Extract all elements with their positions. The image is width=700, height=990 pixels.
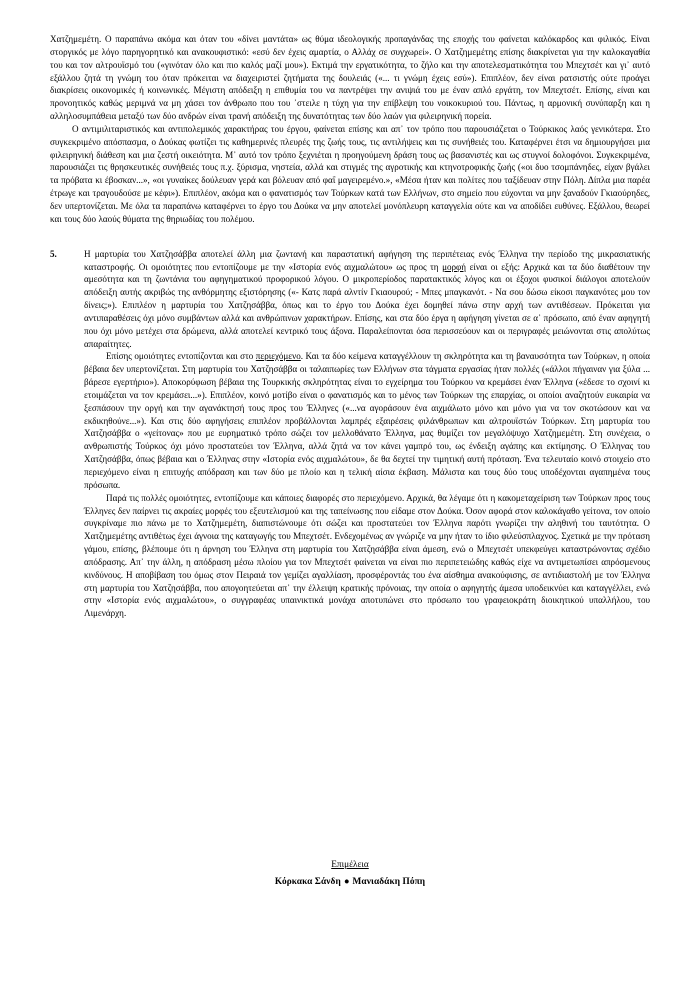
paragraph-content-part-b: . Και τα δύο κείμενα καταγγέλλουν τη σκληρότητα και τη βαναυσότητα των Τούρκων, η οποία βέβαια δεν υπερτονίζεται. Στη μαρτυρία του Χατζησάββα οι ταλαιπωρίες των Ελλήνων στα τάγματα εργασίας ήταν πολλές («άλλοι πήγαιναν για ξύλα ... βάρεσε εγερτήριο»). Αποκορύφωση βέβαια της Τουρκικής σκληρότητας είναι το εγχείρημα του Τούρκου να κρεμάσει έναν Έλληνα («έδεσε το σχοινί κι ετοιμάζεται να τον κρεμάσει...»). Επιπλέον, κοινό μοτίβο είναι ο φανατισμός και το μένος των Τούρκων της επαρχίας, οι οποίοι αναζητούν ευκαιρία να ξεσπάσουν την οργή και την αγανάκτησή τους προς του Έλληνες («...να αγοράσουν ένα αιχμάλωτο μόνο και μόνο για να τον σκοτώσουν και να εκδικηθούνε...»). Και στις δύο αφηγήσεις επιπλέον προβάλλονται λαμπρές εξαιρέσεις φιλάνθρωπων και αλτρουϊστών Τούρκων. Στη μαρτυρία του Χατζησάββα ο «γείτονας» που με ευρηματικό τρόπο σώζει τον μελλοθάνατο Έλληνα, μας θυμίζει τον μεγαλόψυχο Χατζημεμέτη. Στη συνέχεια, ο ανθρωπιστής Τούρκος όχι μόνο προστατεύει τον Έλληνα, αλλά ζητά να τον κάνει γαμπρό του, ως ένδειξη αγάπης και εκτίμησης. Ο Έλληνας του Χατζησάββα, όπως βέβαια και ο Έλληνας στην «Ιστορία ενός αιχμαλώτου», δε θα δεχτεί την τιμητική αυτή πρόταση. Ένα τελευταίο κοινό στοιχείο στο περιεχόμενο είναι η επιτυχής απόδραση και των δύο με πλοίο και η τελική αίσια έκβαση. Μάλιστα και τους δύο τους υποδέχονται αγαπημένα τους πρόσωπα. [84, 351, 650, 490]
underlined-term-morphi: μορφή [442, 261, 467, 272]
colophon-editors [0, 875, 700, 890]
paragraph-antimilitarist: Ο αντιμιλιταριστικός και αντιπολεμικός χαρακτήρας του έργου, φαίνεται επίσης και απ᾿ τον τρόπο που παρουσιάζεται ο Τούρκικος λαός γενικότερα. Στο συγκεκριμένο απόσπασμα, ο Δούκας φωτίζει τις καθημερινές πλευρές της ζωής τους, τις αντιλήψεις και τις συνήθειές του. Καταφέρνει έτσι να δημιουργήσει μια φιλειρηνική διάθεση και μια ζεστή οικειότητα. Μ᾿ αυτό τον τρόπο ξεχνιέται η προηγούμενη δράση τους ως βασανιστές και ως στυγνοί δολοφόνοι. Συγκεκριμένα, παρουσιάζει τις θρησκευτικές συνήθειές τους π.χ. ξύρισμα, νηστεία, αλλά και στιγμές της αγροτικής και κτηνοτροφικής ζωής («οι δυο τσομπάνηδες, είχαν βγάλει τα πρόβατα κι έβοσκαν...», «οι γυναίκες δούλευαν γερά και βόλευαν από φαΐ μαγειρεμένο.», «Μέσα ήταν και πολίτες που ταξίδευαν στην Πόλη. Δίπλα μια παρέα έτρωγε και τραγουδούσε με κέφι»). Επιπλέον, ακόμα και ο φανατισμός των Τούρκων κατά των Ελλήνων, στο σημείο που εύχονται να μην ξαναδούν Γκιαούρηδες, δεν υπερτονίζεται. Με όλα τα παραπάνω καταφέρνει το έργο του Δούκα να μην αποτελεί μονόπλευρη καταγγελία ούτε και να αποδίδει ευθύνες. Εξάλλου, θεωρεί και τους δύο λαούς θύματα της θηριωδίας του πολέμου. [50, 123, 650, 224]
paragraph-form-part-b: είναι οι εξής: Αρχικά και τα δύο διαθέτουν την αμεσότητα και τη ζωντάνια του αφηγηματικού προφορικού λόγου. Ο μικροπερίοδος παρατακτικός λόγος και οι έξοχοι φυσικοί διάλογοι αποτελούν απόδειξη αυτής ακριβώς της ανθόρμητης εξιστόρησης («- Κατς παρά αλντίν Γκιαουρού; - Μπες μπαγκανότ. - Να σου δώσω είκοσι παγκανότες μου τον δίνεις;»). Επιπλέον η μαρτυρία του Χατζησάββα, όπως και το έργο του Δούκα έχει δομηθεί πάνω στην αρχή των αντιθέσεων. Πρόκειται για αντιπαραθέσεις όχι μόνο συμβάντων αλλά και ανθρώπινων χαρακτήρων. Επίσης, και στα δύο έργα η αφήγηση γίνεται σε α᾿ πρόσωπο, από έναν αφηγητή που όχι μόνο μετέχει στα δρώμενα, αλλά αποτελεί κεντρικό τους άξονα. Παραλείπονται όσα περισσεύουν και οι περιγραφές μειώνονται στις απολύτως απαραίτητες. [84, 261, 651, 349]
numbered-section-body [84, 248, 650, 620]
numbered-section-5 [50, 248, 650, 620]
paragraph-form-part-a: Η μαρτυρία του Χατζησάββα αποτελεί άλλη μια ζωντανή και παραστατική αφήγηση της περιπέτειας ενός Έλληνα την περίοδο της μικρασιατικής καταστροφής. Οι ομοιότητες που εντοπίζουμε με την «Ιστορία ενός αιχμαλώτου» ως προς τη [84, 248, 650, 272]
paragraph-content-similarities [84, 350, 650, 491]
editor-name-first: Κόρκακα Σάνδη [274, 877, 341, 887]
paragraph-form-similarities [84, 248, 650, 351]
list-number: 5. [50, 248, 57, 259]
document-body [50, 33, 650, 620]
colophon [0, 858, 700, 890]
underlined-term-periechomeno: περιεχόμενο [255, 351, 301, 362]
editor-name-second: Μανιαδάκη Πόπη [352, 877, 426, 887]
paragraph-content-part-a: Επίσης ομοιότητες εντοπίζονται και στο [106, 351, 256, 362]
paragraph-intro: Χατζημεμέτη. Ο παραπάνω ακόμα και όταν του «δίνει μαντάτα» ως θύμα ιδεολογικής προπαγάνδας της εποχής του φαίνεται καλόκαρδος και φιλικός. Είναι στοργικός με λόγο παρηγορητικό και ανακουφιστικό: «εσύ δεν έχεις αμαρτία, ο Αλλάχ σε συγχωρεί». Ο Χατζημεμέτης επίσης διακρίνεται για την καλοκαγαθία του και τον αλτρουϊσμό του («γινόταν όλο και πιο καλός μαζί μου»). Εκτιμά την εργατικότητα, το ζήλο και την αποτελεσματικότητα του Μπεχτσέτ και γι᾿ αυτό εξάλλου ζητά τη γνώμη του όταν πρόκειται να διαχειριστεί ζητήματα της δουλειάς («... τι γνώμη έχεις εσύ»). Επιπλέον, δεν είναι ρατσιστής ούτε προάγει διακρίσεις οικονομικές ή κοινωνικές. Μέγιστη απόδειξη η επιθυμία του να παντρέψει την ανιψιά του με έναν απλό εργάτη, τον Μπεχτσέτ. Επίσης, είναι και προνοητικός καθώς μεριμνά να μη χάσει τον άνθρωπο που του ᾿στειλε η τύχη για την επίβλεψη του νοικοκυριού του. Πάντως, η αρμονική συνύπαρξη και η αλληλοσυμπάθεια μεταξύ των δύο ανδρών είναι τρανή απόδειξη της δυνατότητας των δύο λαών για φιλειρηνική πορεία. [50, 34, 650, 122]
bullet-separator-icon: ● [343, 877, 350, 887]
paragraph-differences: Παρά τις πολλές ομοιότητες, εντοπίζουμε και κάποιες διαφορές στο περιεχόμενο. Αρχικά, θα λέγαμε ότι η κακομεταχείριση των Τούρκων προς τους Έλληνες δεν παίρνει τις ακραίες μορφές του εξευτελισμού και της ταπείνωσης που είδαμε στον Δούκα. Όσον αφορά στον καλοκάγαθο γείτονα, τον οποίο συγκρίναμε πιο πάνω με το Χατζημεμέτη, διαπιστώνουμε ότι σώζει και προστατεύει τον Έλληνα παρότι γνωρίζει την αληθινή του ταυτότητα. Ο Χατζημεμέτης αντιθέτως έχει άγνοια της καταγωγής του Μπεχτσέτ. Ενδεχομένως αν γνώριζε να μην ήταν το ίδιο φιλεύσπλαχνος. Σχετικά με την πρόταση γάμου, επίσης, βλέπουμε ότι η άρνηση του Έλληνα στη μαρτυρία του Χατζησάββα είναι άμεση, ενώ ο Μπεχτσέτ υπεκφεύγει καταστρώνοντας σχέδιο απόδρασης. Απ᾿ την άλλη, η απόδραση μέσω πλοίου για τον Μπεχτσέτ φαίνεται να είναι πιο περιπετειώδης καθώς είχε να αντιμετωπίσει απρόσμενους κινδύνους. Η αποβίβαση του όμως στον Πειραιά τον γεμίζει αγαλλίαση, προσφέροντάς του ένα αίσθημα ανακούφισης, σε αντιδιαστολή με τον Έλληνα στη μαρτυρία του Χατζησάββα, που απογοητεύεται απ᾿ την έλλειψη κρατικής πρόνοιας, την οποία ο αφηγητής άμεσα υποδεικνύει και καταγγέλλει, ενώ στην «Ιστορία ενός αιχμαλώτου», ο συγγραφέας υπαινικτικά μονάχα αποτυπώνει στο πρόσωπο του γραφειοκράτη διοικητικού υπαλλήλου, του Λιμενάρχη. [84, 492, 650, 619]
colophon-heading: Επιμέλεια [331, 860, 369, 870]
